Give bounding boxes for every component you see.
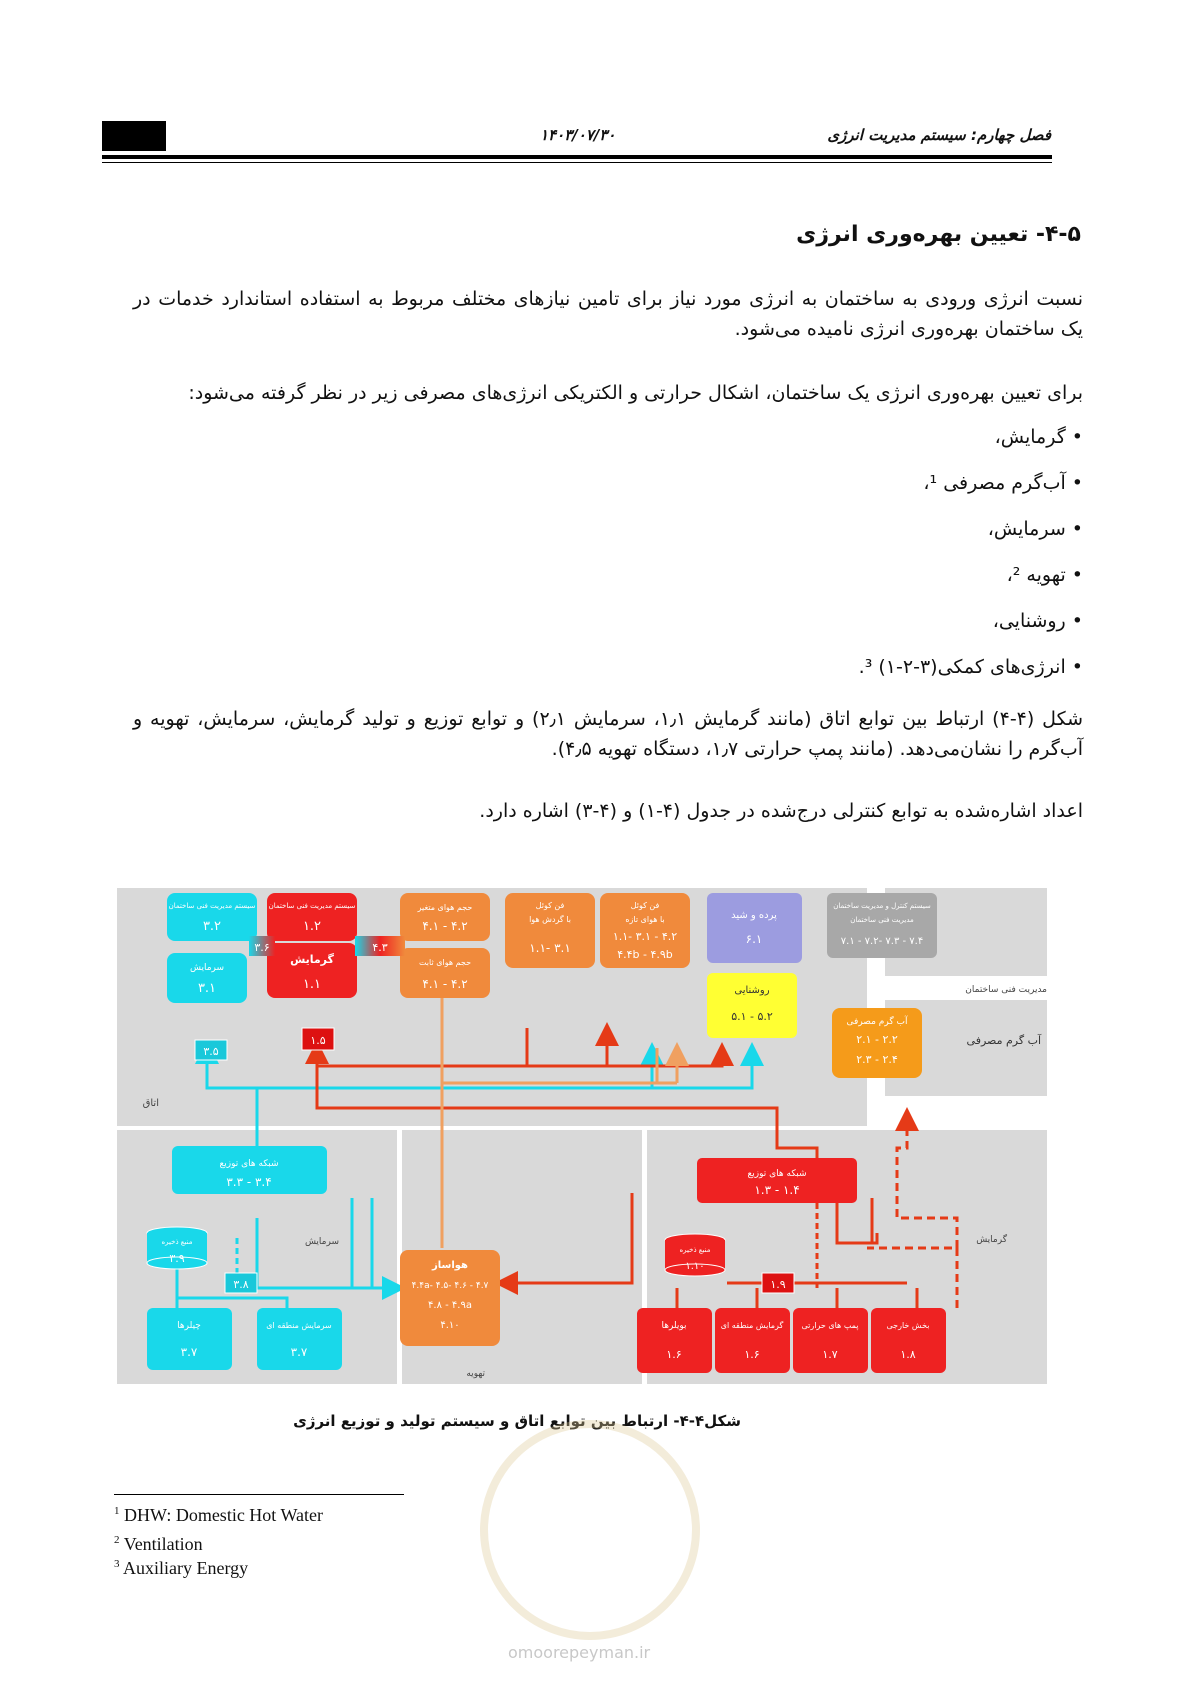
box-external [871,1308,946,1373]
svg-text:۴.۴b - ۴.۹b: ۴.۴b - ۴.۹b [617,948,673,961]
svg-text:سرمایش منطقه ای: سرمایش منطقه ای [266,1321,332,1330]
energy-functions-diagram [117,888,1047,1384]
svg-text:مدیریت فنی ساختمان: مدیریت فنی ساختمان [850,916,914,924]
zone-label-room: اتاق [142,1098,159,1109]
svg-text:۳.۸: ۳.۸ [233,1278,249,1291]
svg-text:۴.۱ - ۴.۲: ۴.۱ - ۴.۲ [422,977,468,991]
bullet-heating: • گرمایش، [995,426,1083,448]
zone-label-dhw: آب گرم مصرفی [966,1034,1041,1047]
footnote-1: $^1$ DHW: Domestic Hot Water [114,1505,324,1525]
svg-text:سیستم کنترل و مدیریت ساختمان: سیستم کنترل و مدیریت ساختمان [833,902,931,910]
svg-text:حجم هوای ثابت: حجم هوای ثابت [418,958,472,967]
figure-caption [293,1412,741,1430]
svg-text:فن کوئل: فن کوئل [535,901,565,910]
svg-text:۳.۶: ۳.۶ [254,941,270,954]
svg-text:۱.۶: ۱.۶ [744,1348,760,1361]
svg-text:با هوای تازه: با هوای تازه [625,915,665,924]
svg-text:۲.۳ - ۲.۴: ۲.۳ - ۲.۴ [856,1053,898,1066]
paragraph-2: برای تعیین بهره‌وری انرژی یک ساختمان، اشکال حرارتی و الکتریکی انرژی‌های مصرفی زیر در نظر گرفته می‌شود: [188,382,1083,404]
svg-text:۱.۲: ۱.۲ [302,919,322,934]
svg-text:۶.۱: ۶.۱ [745,932,763,946]
header-rule-thick [102,155,1052,159]
bullet-auxiliary: • انرژی‌های کمکی(۳-۲-۱) ³. [859,656,1083,678]
svg-text:۱.۱۰: ۱.۱۰ [685,1261,705,1272]
svg-text:۴.۳: ۴.۳ [372,941,388,954]
svg-text:با گردش هوا: با گردش هوا [529,915,571,924]
zone-label-ventilation: تهویه [466,1369,485,1379]
svg-text:۱.۱- ۳.۱ - ۴.۲: ۱.۱- ۳.۱ - ۴.۲ [612,930,678,943]
footnote-rule [114,1494,404,1495]
svg-text:گرمایش: گرمایش [290,953,334,966]
svg-text:بخش خارجی: بخش خارجی [886,1321,930,1330]
bullet-lighting: • روشنایی، [993,610,1083,632]
svg-text:۴.۱۰: ۴.۱۰ [440,1320,460,1331]
svg-text:آب گرم مصرفی: آب گرم مصرفی [846,1017,908,1027]
figure-caption-text: ارتباط بین توابع اتاق و سیستم تولید و توزیع انرژی [293,1412,674,1430]
svg-text:پرده و شید: پرده و شید [731,910,777,921]
box-var-air [400,893,490,941]
svg-text:بویلرها: بویلرها [661,1321,687,1331]
svg-text:منبع ذخیره: منبع ذخیره [679,1246,711,1254]
box-heat-pump [793,1308,868,1373]
box-lighting [707,973,797,1038]
svg-text:۱.۱- ۳.۱: ۱.۱- ۳.۱ [529,941,571,955]
svg-text:شبکه های توزیع: شبکه های توزیع [219,1159,279,1169]
svg-text:سیستم مدیریت فنی ساختمان: سیستم مدیریت فنی ساختمان [268,902,356,910]
paragraph-3: شکل (۴-۴) ارتباط بین توابع اتاق (مانند گرمایش ۱٫۱، سرمایش ۲٫۱) و توابع توزیع و تولید گرمایش، سرمایش، تهویه و آب‌گرم را نشان‌می‌دهد. (مانند پمپ حرارتی ۱٫۷، دستگاه تهویه ۴٫۵). [133,708,1083,760]
svg-text:گرمایش منطقه ای: گرمایش منطقه ای [720,1321,784,1330]
svg-text:۴.۸ - ۴.۹a: ۴.۸ - ۴.۹a [428,1300,472,1311]
svg-text:۳.۲: ۳.۲ [202,919,222,934]
svg-text:پمپ های حرارتی: پمپ های حرارتی [801,1321,859,1330]
paragraph-4: اعداد اشاره‌شده به توابع کنترلی درج‌شده در جدول (۴-۱) و (۴-۳) اشاره دارد. [479,800,1083,822]
svg-text:روشنایی: روشنایی [734,985,770,996]
svg-text:حجم هوای متغیر: حجم هوای متغیر [417,903,473,912]
svg-text:۱.۶: ۱.۶ [666,1348,682,1361]
svg-text:۳.۷: ۳.۷ [180,1345,198,1359]
svg-text:۱.۵: ۱.۵ [310,1034,326,1047]
watermark-text: omoorepeyman.ir [508,1643,651,1662]
svg-text:فن کوئل: فن کوئل [630,901,660,910]
box-zone-heat [715,1308,790,1373]
svg-text:۲.۱ - ۲.۲: ۲.۱ - ۲.۲ [856,1033,898,1046]
svg-text:سیستم مدیریت فنی ساختمان: سیستم مدیریت فنی ساختمان [168,902,256,910]
section-heading: ۴-۵- تعیین بهره‌وری انرژی [796,222,1081,247]
svg-text:۴.۱ - ۴.۲: ۴.۱ - ۴.۲ [422,919,468,933]
footnote-3: $^3$ Auxiliary Energy [114,1558,249,1578]
box-chillers [147,1308,232,1370]
svg-text:شبکه های توزیع: شبکه های توزیع [747,1169,807,1179]
page-number-block [102,121,166,151]
svg-text:منبع ذخیره: منبع ذخیره [161,1238,193,1246]
header-date: ۱۴۰۳/۰۷/۳۰ [540,126,616,144]
zone-label-heating: گرمایش [976,1235,1007,1245]
header-chapter: فصل چهارم: سیستم مدیریت انرژی [827,126,1051,144]
svg-text:چیلرها: چیلرها [177,1321,201,1331]
box-zone-cool [257,1308,342,1370]
svg-text:۷.۱ - ۷.۲- ۷.۳ - ۷.۴: ۷.۱ - ۷.۲- ۷.۳ - ۷.۴ [840,936,924,947]
svg-text:۳.۳ - ۳.۴: ۳.۳ - ۳.۴ [226,1175,272,1189]
bullet-cooling: • سرمایش، [988,518,1083,540]
svg-text:۳.۷: ۳.۷ [290,1345,308,1359]
svg-text:۳.۹: ۳.۹ [169,1252,185,1265]
zone-label-bms: مدیریت فنی ساختمان [965,985,1047,995]
svg-text:۴.۴a- ۴.۵- ۴.۶ - ۴.۷: ۴.۴a- ۴.۵- ۴.۶ - ۴.۷ [411,1281,489,1291]
paragraph-1: نسبت انرژی ورودی به ساختمان به انرژی مورد نیاز برای تامین نیازهای مختلف مربوط به استفاده استاندارد خدمات در یک ساختمان بهره‌وری انرژی نامیده می‌شود. [133,288,1083,340]
svg-text:هواساز: هواساز [432,1260,468,1271]
svg-text:سرمایش: سرمایش [189,963,225,973]
svg-text:۳.۱: ۳.۱ [197,981,217,996]
box-boilers [637,1308,712,1373]
svg-text:۵.۱ - ۵.۲: ۵.۱ - ۵.۲ [731,1010,773,1023]
footnote-2: $^2$ Ventilation [114,1534,203,1554]
watermark-seal [480,1420,700,1640]
svg-text:۱.۳ - ۱.۴: ۱.۳ - ۱.۴ [754,1183,800,1197]
zone-label-cooling: سرمایش [304,1237,339,1247]
svg-text:۱.۱: ۱.۱ [302,977,322,992]
bullet-ventilation: • تهویه ²، [1007,564,1083,586]
svg-text:۳.۵: ۳.۵ [203,1045,219,1058]
svg-text:۱.۸: ۱.۸ [900,1348,916,1361]
figure-caption-label: شکل۴-۴- [673,1412,741,1430]
box-blinds [707,893,802,963]
header-rule-thin [102,162,1052,163]
svg-text:۱.۹: ۱.۹ [770,1278,786,1291]
bullet-dhw: • آب‌گرم مصرفی ¹، [923,472,1083,494]
svg-text:۱.۷: ۱.۷ [822,1348,838,1361]
